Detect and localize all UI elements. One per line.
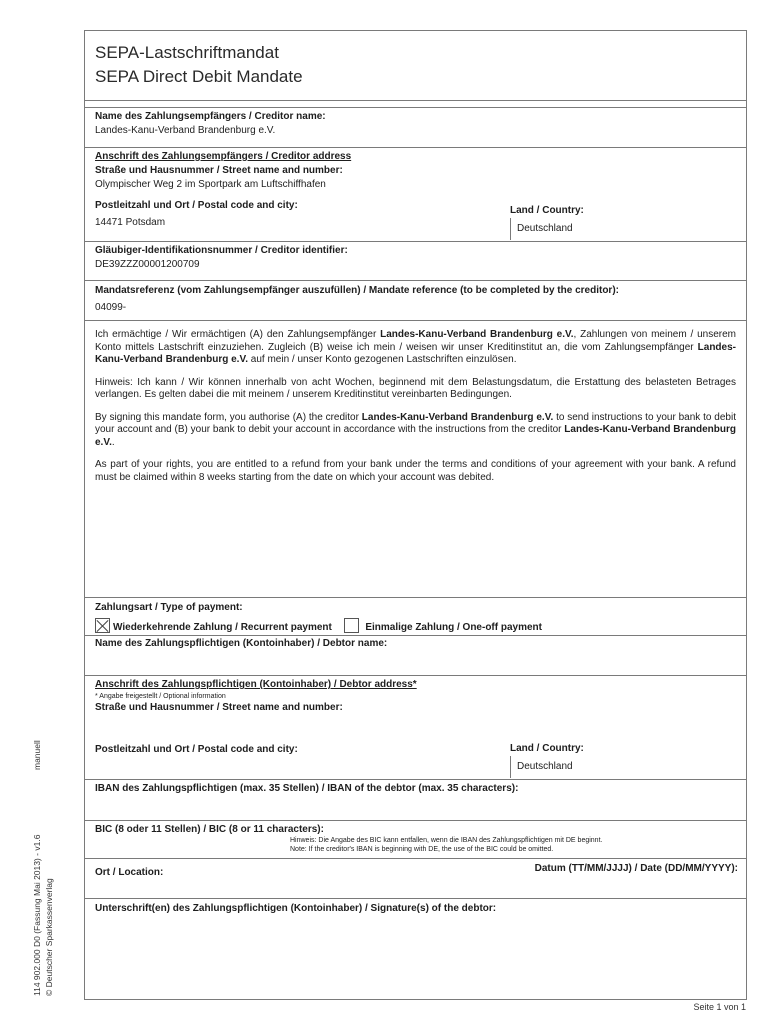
- creditor-id-value[interactable]: DE39ZZZ00001200709: [95, 259, 200, 270]
- mandate-text-section: [85, 320, 746, 597]
- recurrent-payment-label: Wiederkehrende Zahlung / Recurrent payment: [113, 622, 332, 633]
- creditor-city-value[interactable]: 14471 Potsdam: [95, 217, 166, 228]
- creditor-id-label: Gläubiger-Identifikationsnummer / Creditor identifier:: [95, 245, 348, 256]
- authorisation-text-de: Ich ermächtige / Wir ermächtigen (A) den Zahlungsempfänger Landes-Kanu-Verband Brandenburg e.V., Zahlungen von meinem / unserem Konto mittels Lastschrift einzuziehen. Zugleich (B) weise ich mein / weisen wir unser Kreditinstitut an, die vom Zahlungsempfänger Landes-Kanu-Verband Brandenburg e.V. auf mein / unser Konto gezogenen Lastschriften einzulösen.: [95, 329, 736, 365]
- recurrent-payment-checkbox[interactable]: [95, 618, 110, 633]
- form-id: 114 902.000 D0 (Fassung Mai 2013) - v1.6: [32, 834, 42, 996]
- creditor-address-heading: Anschrift des Zahlungsempfängers / Creditor address: [95, 151, 352, 162]
- creditor-street-value[interactable]: Olympischer Weg 2 im Sportpark am Luftschiffhafen: [95, 179, 326, 190]
- bic-label: BIC (8 oder 11 Stellen) / BIC (8 or 11 characters):: [95, 824, 324, 835]
- sepa-mandate-form: [84, 30, 747, 1000]
- authorisation-text-en: By signing this mandate form, you authorise (A) the creditor Landes-Kanu-Verband Brandenburg e.V. to send instructions to your bank to debit your account and (B) your bank to debit your account in accordance with the instructions from the creditor Landes-Kanu-Verband Brandenburg e.V..: [95, 411, 736, 448]
- creditor-name-section: [85, 107, 746, 147]
- bic-note: Hinweis: Die Angabe des BIC kann entfallen, wenn die IBAN des Zahlungspflichtigen mit DE beginnt. Note: If the creditor's IBAN is beginning with DE, the use of the BIC could be omitted.: [290, 837, 603, 853]
- creditor-name-label: Name des Zahlungsempfängers / Creditor name:: [95, 111, 326, 122]
- creditor-address-section: [85, 147, 746, 241]
- iban-label: IBAN des Zahlungspflichtigen (max. 35 Stellen) / IBAN of the debtor (max. 35 characters):: [95, 783, 519, 794]
- debtor-address-note: * Angabe freigestellt / Optional information: [95, 693, 226, 700]
- title-en: SEPA Direct Debit Mandate: [95, 67, 303, 86]
- debtor-address-heading: Anschrift des Zahlungspflichtigen (Kontoinhaber) / Debtor address*: [95, 679, 417, 690]
- mandate-reference-value[interactable]: 04099-: [95, 302, 127, 313]
- oneoff-payment-label: Einmalige Zahlung / One-off payment: [365, 622, 542, 633]
- creditor-country-label: Land / Country:: [510, 205, 584, 216]
- creditor-name-value[interactable]: Landes-Kanu-Verband Brandenburg e.V.: [95, 125, 276, 136]
- page-number: Seite 1 von 1: [693, 1002, 746, 1012]
- signature-section[interactable]: [85, 898, 746, 1000]
- debtor-name-label: Name des Zahlungspflichtigen (Kontoinhaber) / Debtor name:: [95, 638, 388, 649]
- signature-label: Unterschrift(en) des Zahlungspflichtigen (Kontoinhaber) / Signature(s) of the debtor:: [95, 903, 497, 914]
- mandate-reference-section: [85, 280, 746, 320]
- title-de: SEPA-Lastschriftmandat: [95, 43, 279, 62]
- creditor-id-section: [85, 241, 746, 280]
- mandate-reference-label: Mandatsreferenz (vom Zahlungsempfänger auszufüllen) / Mandate reference (to be completed by the creditor):: [95, 285, 619, 296]
- creditor-street-label: Straße und Hausnummer / Street name and number:: [95, 165, 343, 176]
- payment-type-section: [85, 597, 746, 635]
- form-header: [85, 31, 746, 101]
- refund-note-de: Hinweis: Ich kann / Wir können innerhalb von acht Wochen, beginnend mit dem Belastungsdatum, die Erstattung des belasteten Betrages verlangen. Es gelten dabei die mit meinem / unserem Kreditinstitut vereinbarten Bedingungen.: [95, 376, 736, 400]
- debtor-address-section: [85, 675, 746, 779]
- bic-section[interactable]: [85, 820, 746, 858]
- location-label[interactable]: Ort / Location:: [95, 867, 164, 878]
- debtor-name-section[interactable]: [85, 635, 746, 675]
- creditor-country: [506, 204, 746, 240]
- debtor-street-label[interactable]: Straße und Hausnummer / Street name and number:: [95, 702, 343, 713]
- refund-note-en: As part of your rights, you are entitled to a refund from your bank under the terms and conditions of your agreement with your bank. A refund must be claimed within 8 weeks starting from the date on which your account was debited.: [95, 459, 736, 483]
- iban-section[interactable]: [85, 779, 746, 820]
- payment-type-label: Zahlungsart / Type of payment:: [95, 602, 243, 613]
- location-date-section: [85, 858, 746, 898]
- sidebar: [0, 0, 84, 1024]
- publisher: © Deutscher Sparkassenverlag: [44, 878, 54, 996]
- debtor-country: [506, 742, 746, 778]
- date-label[interactable]: Datum (TT/MM/JJJJ) / Date (DD/MM/YYYY):: [534, 863, 738, 874]
- oneoff-payment-checkbox[interactable]: [344, 618, 359, 633]
- debtor-country-label: Land / Country:: [510, 743, 584, 754]
- debtor-city-label[interactable]: Postleitzahl und Ort / Postal code and city:: [95, 744, 298, 755]
- debtor-country-value[interactable]: Deutschland: [510, 756, 746, 778]
- manual-label: manuell: [32, 740, 42, 770]
- creditor-country-value[interactable]: Deutschland: [510, 218, 746, 240]
- creditor-city-label: Postleitzahl und Ort / Postal code and city:: [95, 200, 298, 211]
